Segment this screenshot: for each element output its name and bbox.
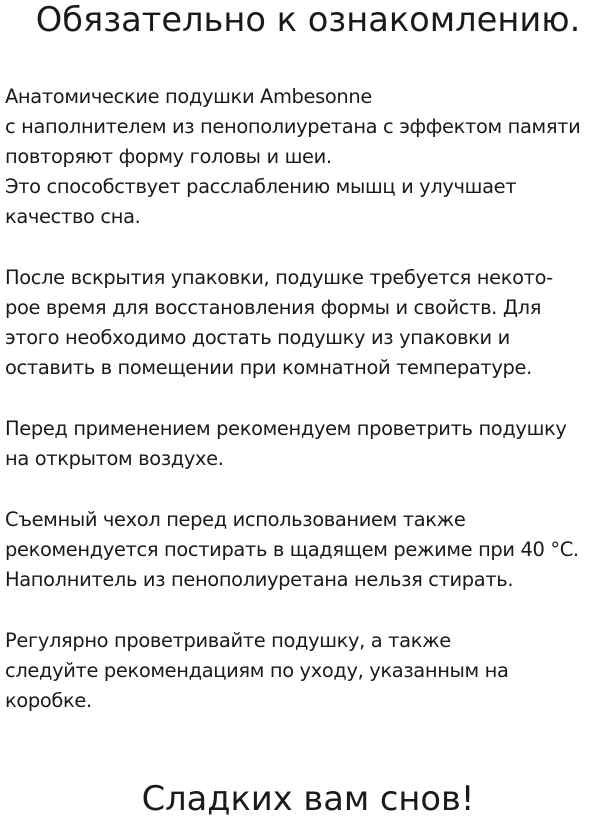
text-line: Это способствует расслаблению мышц и улучшает bbox=[5, 175, 517, 198]
instructions-text bbox=[5, 82, 613, 747]
text-line: рекомендуется постирать в щадящем режиме при 40 °С. bbox=[5, 538, 579, 561]
text-line: рое время для восстановления формы и свойств. Для bbox=[5, 296, 542, 319]
paragraph-washing bbox=[5, 505, 613, 595]
text-line: Регулярно проветривайте подушку, а также bbox=[5, 629, 451, 652]
paragraph-care bbox=[5, 626, 613, 716]
text-line: Съемный чехол перед использованием также bbox=[5, 508, 466, 531]
text-line: коробке. bbox=[5, 689, 92, 712]
text-line: Наполнитель из пенополиуретана нельзя стирать. bbox=[5, 568, 514, 591]
text-line: Анатомические подушки Ambesonne bbox=[5, 85, 372, 108]
closing-message: Сладких вам снов! bbox=[141, 779, 475, 818]
text-line: повторяют форму головы и шеи. bbox=[5, 145, 332, 168]
text-line: этого необходимо достать подушку из упаковки и bbox=[5, 326, 510, 349]
text-line: После вскрытия упаковки, подушке требуется некото- bbox=[5, 266, 553, 289]
paragraph-unpacking bbox=[5, 263, 613, 383]
page-title: Обязательно к ознакомлению. bbox=[35, 0, 581, 39]
text-line: качество сна. bbox=[5, 205, 141, 228]
text-line: Перед применением рекомендуем проветрить подушку bbox=[5, 417, 567, 440]
text-line: следуйте рекомендациям по уходу, указанным на bbox=[5, 659, 509, 682]
paragraph-airing bbox=[5, 414, 613, 474]
text-line: оставить в помещении при комнатной температуре. bbox=[5, 356, 532, 379]
paragraph-intro bbox=[5, 82, 613, 232]
text-line: на открытом воздухе. bbox=[5, 447, 224, 470]
text-line: с наполнителем из пенополиуретана с эффектом памяти bbox=[5, 115, 581, 138]
